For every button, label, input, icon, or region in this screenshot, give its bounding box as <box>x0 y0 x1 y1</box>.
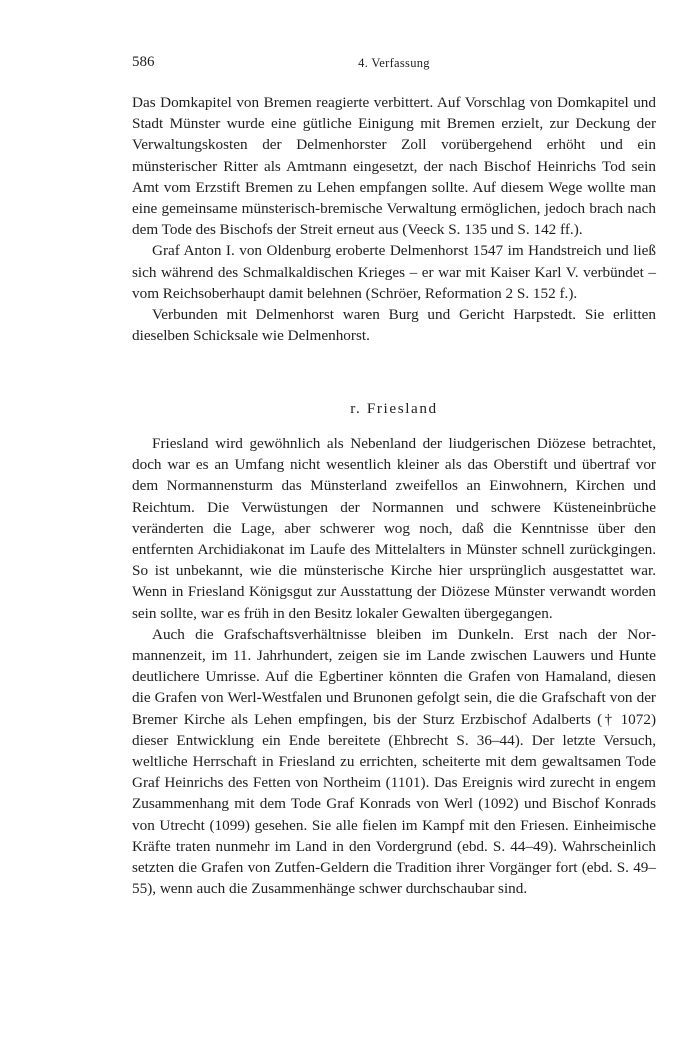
paragraph: Auch die Grafschaftsverhältnisse bleiben im Dunkeln. Erst nach der Normannenzeit, im 11. Jahrhundert, zeigen sie im Lande zwischen Lauwers und Hunte deutlichere Umrisse. Auf die Egbertiner könnten die Grafen von Hamaland, diesen die Grafen von Werl-Westfalen und Brunonen gefolgt sein, die die Grafschaft von der Bremer Kirche als Lehen empfingen, bis der Sturz Erzbischof Adalberts († 1072) dieser Entwicklung ein Ende bereitete (Ehbrecht S. 36–44). Der letzte Versuch, weltliche Herrschaft in Friesland zu errichten, scheiterte mit dem gewaltsamen Tode Graf Heinrichs des Fetten von Northeim (1101). Das Ereignis wird zurecht in engem Zusammenhang mit dem Tode Graf Konrads von Werl (1092) und Bischof Konrads von Utrecht (1099) gesehen. Sie alle fielen im Kampf mit den Friesen. Einheimische Kräfte traten nunmehr im Land in den Vordergrund (ebd. S. 44–49). Wahrscheinlich setzten die Grafen von Zutfen-Geldern die Tradition ihrer Vorgänger fort (ebd. S. 49–55), wenn auch die Zusammenhänge schwer durchschaubar sind. <box>132 625 656 898</box>
page-number: 586 <box>132 54 155 70</box>
paragraph: Friesland wird gewöhnlich als Nebenland der liudgerischen Diözese betrachtet, doch war es an Umfang nicht wesentlich kleiner als das Oberstift und übertraf vor dem Normannensturm das Münsterland zweifellos an Einwohnern, Kirchen und Reichtum. Die Verwüstungen der Normannen und schwere Küsteneinbrüche veränderten die Lage, aber schwerer wog noch, daß die Kenntnisse über den entfernten Archidiakonat im Laufe des Mittelalters in Münster schnell zurückgingen. So ist unbekannt, wie die münsterische Kirche hier ursprünglich ausgestattet war. Wenn in Friesland Königsgut zur Ausstattung der Diözese Münster verwandt worden sein sollte, war es früh in den Besitz lokaler Gewalten übergegangen. <box>132 435 656 622</box>
chapter-title: 4. Verfassung <box>358 56 430 70</box>
paragraph: Graf Anton I. von Oldenburg eroberte Delmenhorst 1547 im Handstreich und ließ sich während des Schmalkaldischen Krieges – er war mit Kaiser Karl V. verbündet – vom Reichsoberhaupt damit belehnen (Schröer, Reformation 2 S. 152 f.). <box>132 242 656 302</box>
paragraph: Das Domkapitel von Bremen reagierte verbittert. Auf Vorschlag von Domkapitel und Stadt Münster wurde eine gütliche Einigung mit Bremen erzielt, zur Deckung der Verwaltungskosten der Delmenhorster Zoll vorübergehend erhöht und ein münsterischer Ritter als Amtmann eingesetzt, der nach Bischof Heinrichs Tod sein Amt vom Erzstift Bremen zu Lehen empfangen sollte. Auf diesem Wege wollte man eine gemeinsame münsterisch-bremische Verwaltung ermöglichen, jedoch brach nach dem Tode des Bischofs der Streit erneut aus (Veeck S. 135 und S. 142 ff.). <box>132 94 656 239</box>
paragraph: Verbunden mit Delmenhorst waren Burg und Gericht Harpstedt. Sie erlitten dieselben Schicksale wie Delmenhorst. <box>132 306 656 345</box>
running-head <box>132 52 656 72</box>
text-block-delmenhorst <box>132 92 656 346</box>
text-block-friesland <box>132 433 656 899</box>
section-heading: r. Friesland <box>350 400 438 417</box>
